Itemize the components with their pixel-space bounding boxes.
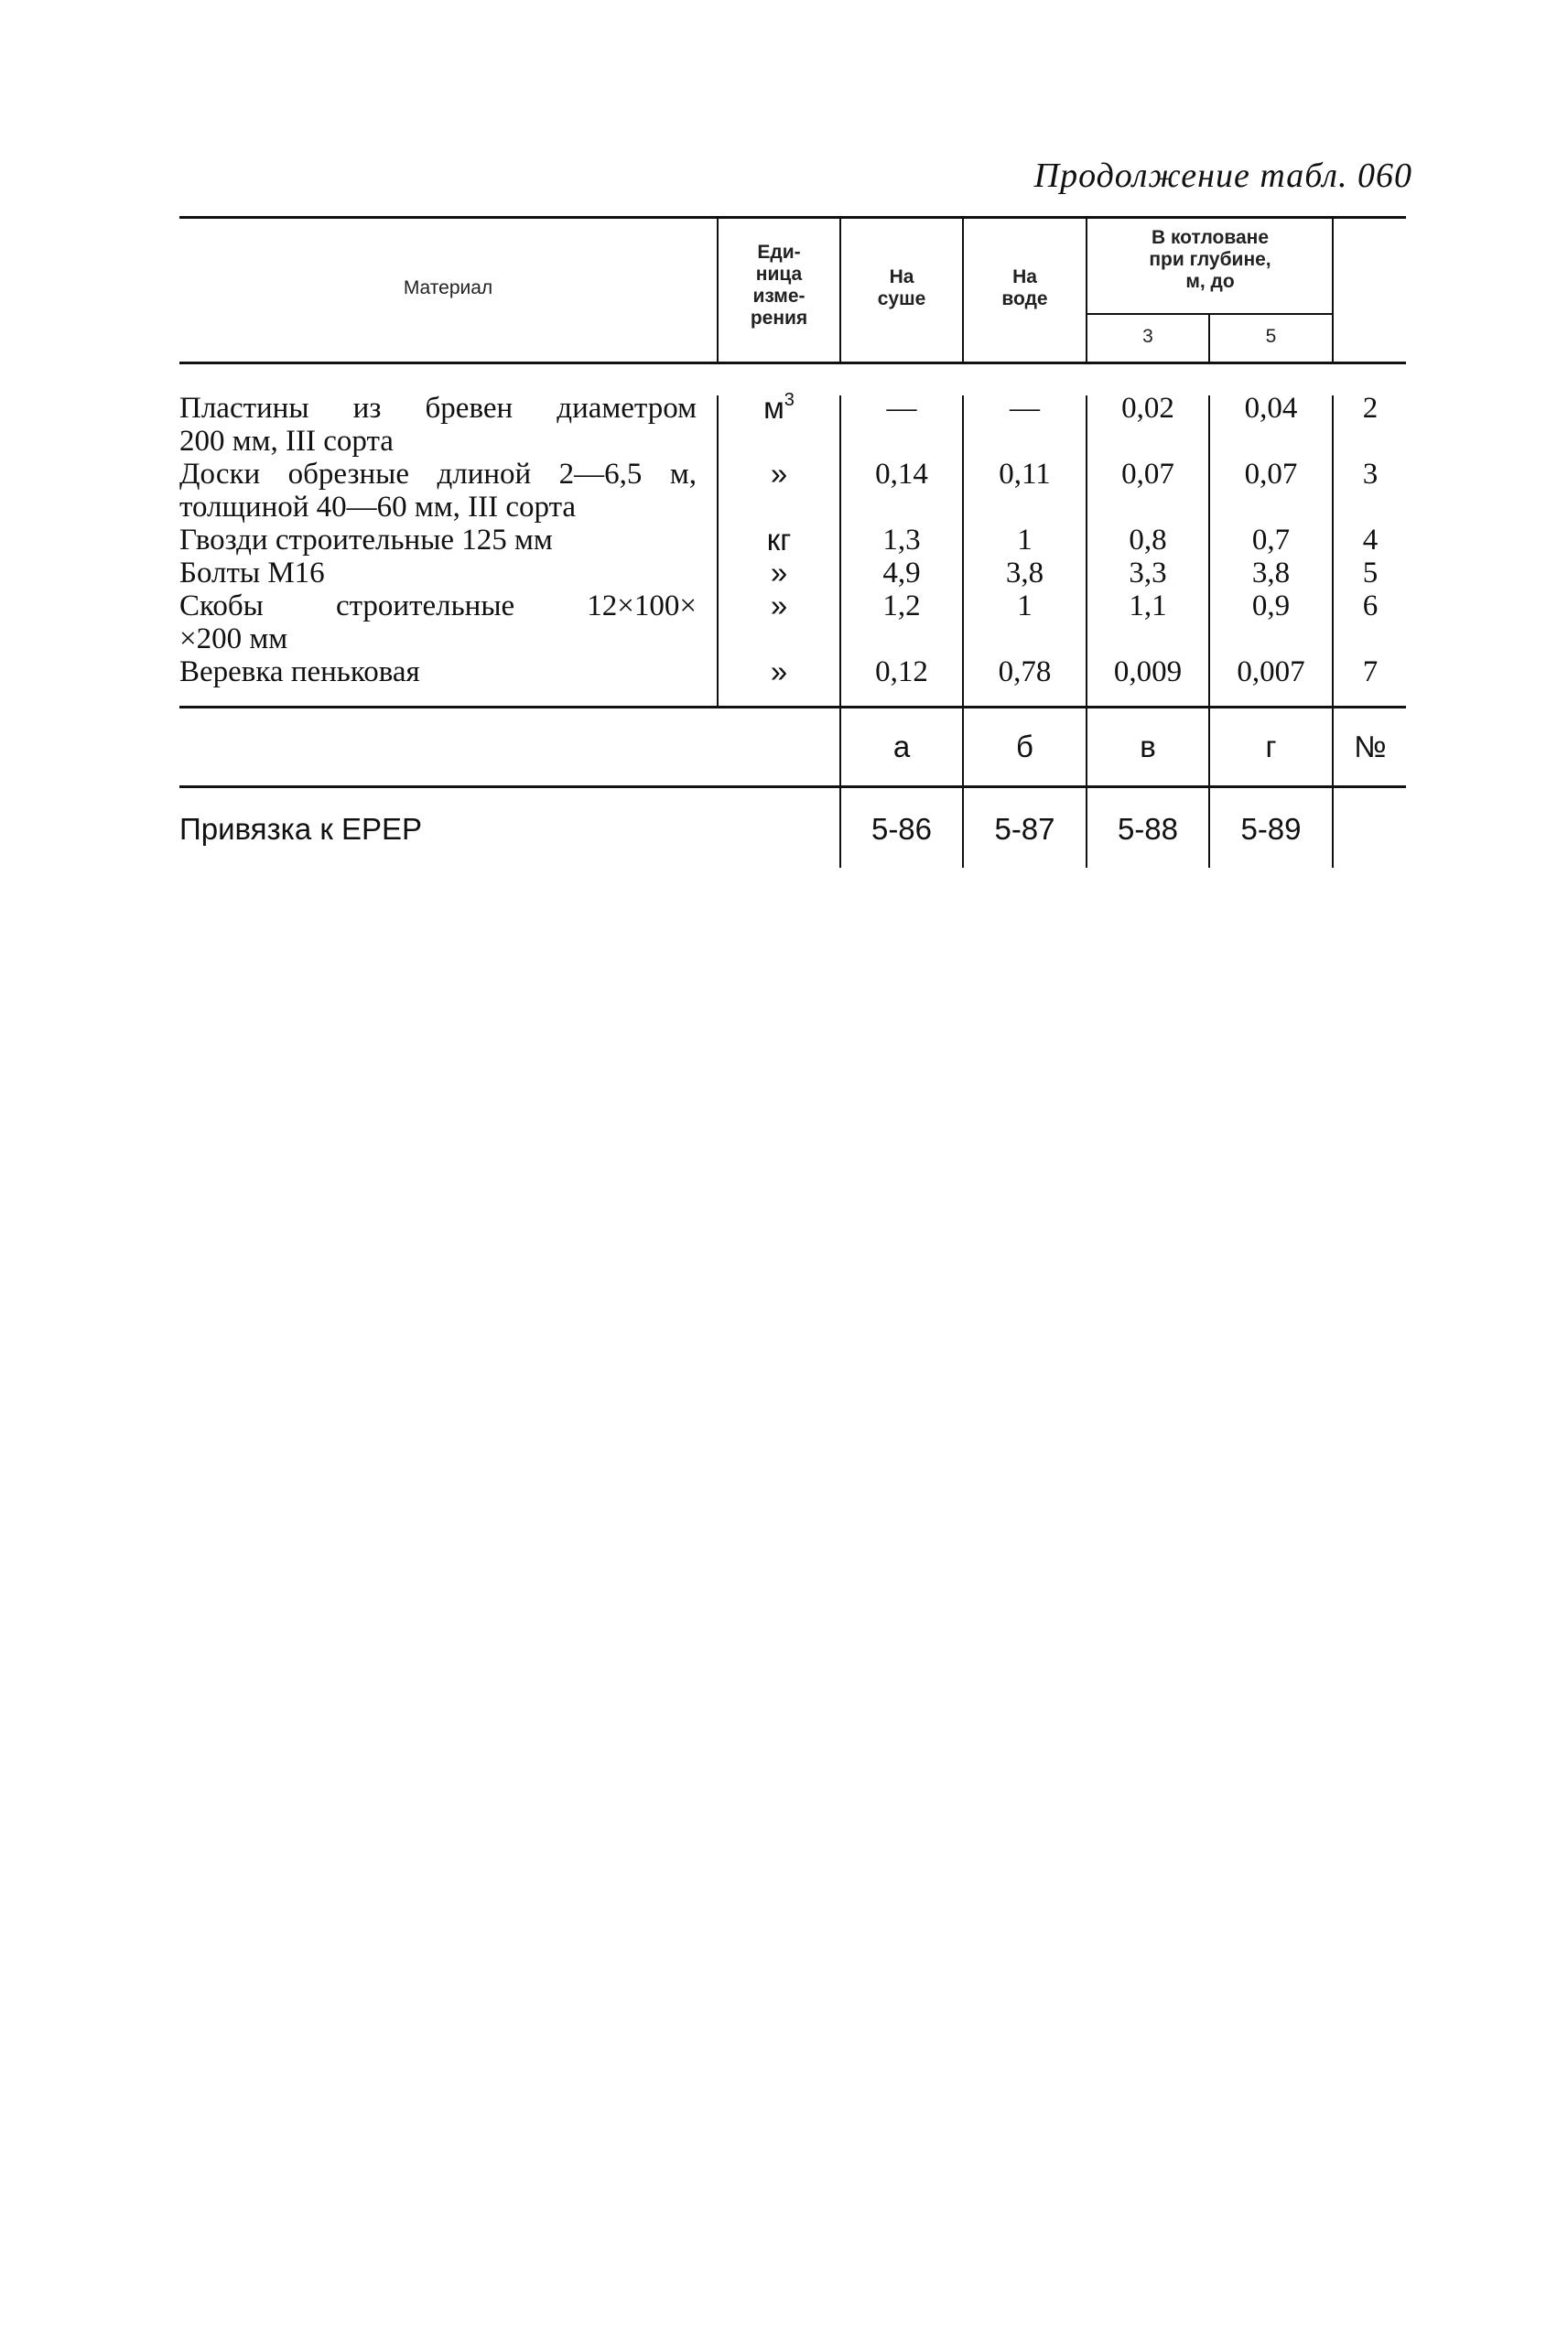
row-material-line: 200 мм, III сорта <box>179 425 394 458</box>
code-g: г <box>1265 730 1277 763</box>
row-material-line: Доски обрезные длиной 2—6,5 м, <box>179 458 697 491</box>
row-value-land: 0,14 <box>875 458 928 491</box>
header-depth-5: 5 <box>1265 326 1277 347</box>
binding-g: 5-89 <box>1240 812 1302 846</box>
row-value-water: 0,11 <box>999 458 1051 491</box>
row-value-pit5: 0,04 <box>1244 392 1298 425</box>
row-unit: $м^3$ <box>763 390 795 425</box>
row-number: 5 <box>1362 557 1379 589</box>
binding-v: 5-88 <box>1117 812 1179 846</box>
row-value-pit3: 3,3 <box>1129 557 1167 589</box>
row-unit: » <box>770 556 788 589</box>
row-value-water: 3,8 <box>1005 557 1044 589</box>
row-value-pit3: 0,009 <box>1113 655 1183 688</box>
row-number: 7 <box>1362 655 1379 688</box>
row-value-water: 1 <box>1017 524 1033 557</box>
row-material-line: Пластины из бревен диаметром <box>179 392 697 425</box>
row-value-land: 0,12 <box>875 655 928 688</box>
row-value-water: 0,78 <box>998 655 1052 688</box>
row-value-pit5: 0,9 <box>1251 589 1291 622</box>
row-value-land: 4,9 <box>882 557 921 589</box>
row-value-pit3: 0,02 <box>1121 392 1174 425</box>
row-unit: » <box>770 654 788 688</box>
table-continuation-caption: Продолжение табл. 060 <box>1033 157 1412 195</box>
binding-label: Привязка к ЕРЕР <box>179 812 422 846</box>
row-number: 6 <box>1362 589 1379 622</box>
header-in-pit: В котловане при глубине, м, до <box>1149 227 1271 292</box>
row-value-pit5: 0,07 <box>1244 458 1298 491</box>
row-material-line: Болты М16 <box>179 557 325 589</box>
row-material-line: толщиной 40—60 мм, III сорта <box>179 491 577 524</box>
header-depth-3: 3 <box>1142 326 1153 347</box>
row-value-land: — <box>886 392 917 425</box>
row-value-pit5: 0,7 <box>1251 524 1291 557</box>
row-value-pit5: 0,007 <box>1237 655 1305 688</box>
code-b: б <box>1016 730 1033 763</box>
header-on-water: На воде <box>1001 266 1048 309</box>
row-number: 4 <box>1362 524 1379 557</box>
row-number: 3 <box>1362 458 1379 491</box>
code-number: № <box>1354 730 1387 763</box>
codes-bottom-rule <box>179 785 1406 788</box>
row-value-pit3: 1,1 <box>1129 589 1167 622</box>
binding-divider-5 <box>1332 785 1334 868</box>
header-bottom-rule <box>179 362 1406 364</box>
row-material-line: Веревка пеньковая <box>179 655 420 688</box>
row-unit: » <box>770 457 788 491</box>
row-material-line: Гвозди строительные 125 мм <box>179 524 553 557</box>
row-unit: » <box>770 589 788 622</box>
code-v: в <box>1140 730 1156 763</box>
row-number: 2 <box>1362 392 1379 425</box>
row-unit: кг <box>766 523 792 557</box>
row-value-land: 1,3 <box>882 524 921 557</box>
header-material: Материал <box>403 277 493 298</box>
header-on-land: На суше <box>877 266 926 309</box>
row-value-land: 1,2 <box>882 589 921 622</box>
row-material-line: Скобы строительные 12×100× <box>179 589 697 622</box>
row-value-water: 1 <box>1017 589 1033 622</box>
table-top-rule <box>179 216 1406 219</box>
row-value-pit3: 0,8 <box>1129 524 1167 557</box>
row-value-water: — <box>1010 392 1040 425</box>
body-bottom-rule <box>179 706 1406 708</box>
row-value-pit3: 0,07 <box>1121 458 1174 491</box>
code-a: а <box>892 730 911 763</box>
row-material-line: ×200 мм <box>179 622 288 655</box>
binding-a: 5-86 <box>871 812 933 846</box>
row-value-pit5: 3,8 <box>1251 557 1291 589</box>
binding-b: 5-87 <box>994 812 1055 846</box>
header-unit: Еди- ница изме- рения <box>750 242 808 329</box>
